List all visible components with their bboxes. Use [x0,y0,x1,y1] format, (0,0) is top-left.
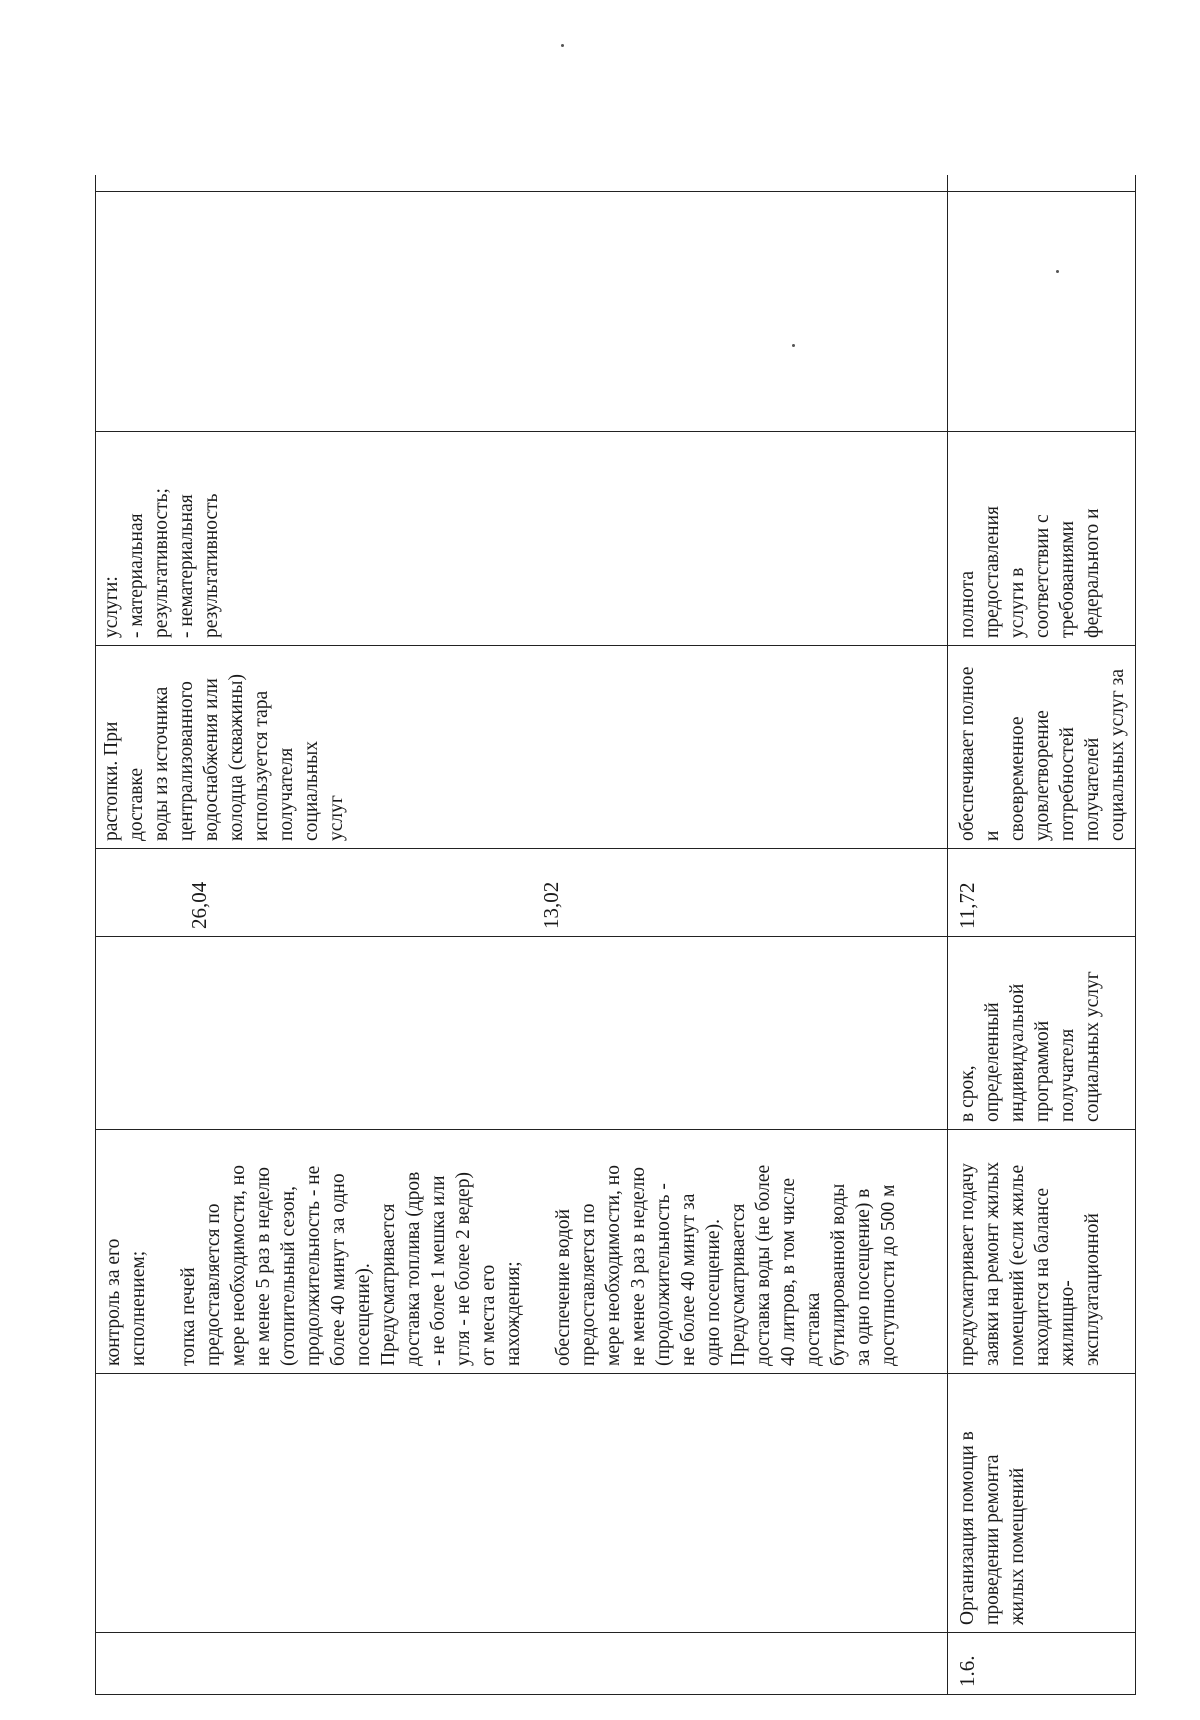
services-table [95,175,1135,1695]
table-left-border [95,1694,947,1695]
tariff-value: 13,02 [539,881,563,929]
table-row-continuation [95,175,947,1695]
row-top-border [947,175,948,1695]
table-row-1-6 [947,175,1135,1695]
tariff-value: 11,72 [955,882,979,929]
evaluation-conditions: услуги: - материальная результативность; - нематериальная результативность [101,488,222,638]
table-right-border [95,191,947,192]
service-term: в срок, определенный индивидуальной программой получателя социальных услуг [957,971,1103,1122]
page-cut-edge [1135,175,1136,1695]
row-top-border [95,175,96,1695]
service-description: предусматривает подачу заявки на ремонт жилых помещений (если жилье находится на балансе жилищно- эксплуатационной [957,1161,1103,1366]
quality-indicator: растопки. При доставке воды из источника централизованного водоснабжения или колодца (скважины) используется тара получателя социальных услуг [101,674,347,841]
service-name: Организация помощи в проведении ремонта жилых помещений [957,1431,1028,1625]
row-number: 1.6. [955,1655,979,1687]
col-divider [95,1632,947,1633]
evaluation-conditions: полнота предоставления услуги в соответствии с требованиями федерального и [957,506,1103,638]
scan-speck [1056,270,1059,273]
quality-indicator: обеспечивает полное и своевременное удовлетворение потребностей получателей социальных услуг за [957,666,1128,841]
tariff-value: 26,04 [187,881,211,929]
scan-speck [561,44,564,47]
col-divider [95,936,947,937]
service-description: контроль за его исполнением; топка печей предоставляется по мере необходимости, но не менее 5 раз в неделю (отопительный сезон, продолжительность - не более 40 минут за одно посещение). Предусматривается доставка топлива (дров - не более 1 мешка или угля - не более 2 ведер) от места его нахождения; обеспечение водой предоставляется по мере необходимости, но не менее 3 раз в неделю (продолжительность - не более 40 минут за одно посещение). Предусматривается доставка воды (не более 40 литров, в том числе доставка бутилированной воды за одно посещение) в доступности до 500 м [103,1164,899,1366]
table-right-border [947,191,1135,192]
scan-speck [792,344,795,347]
